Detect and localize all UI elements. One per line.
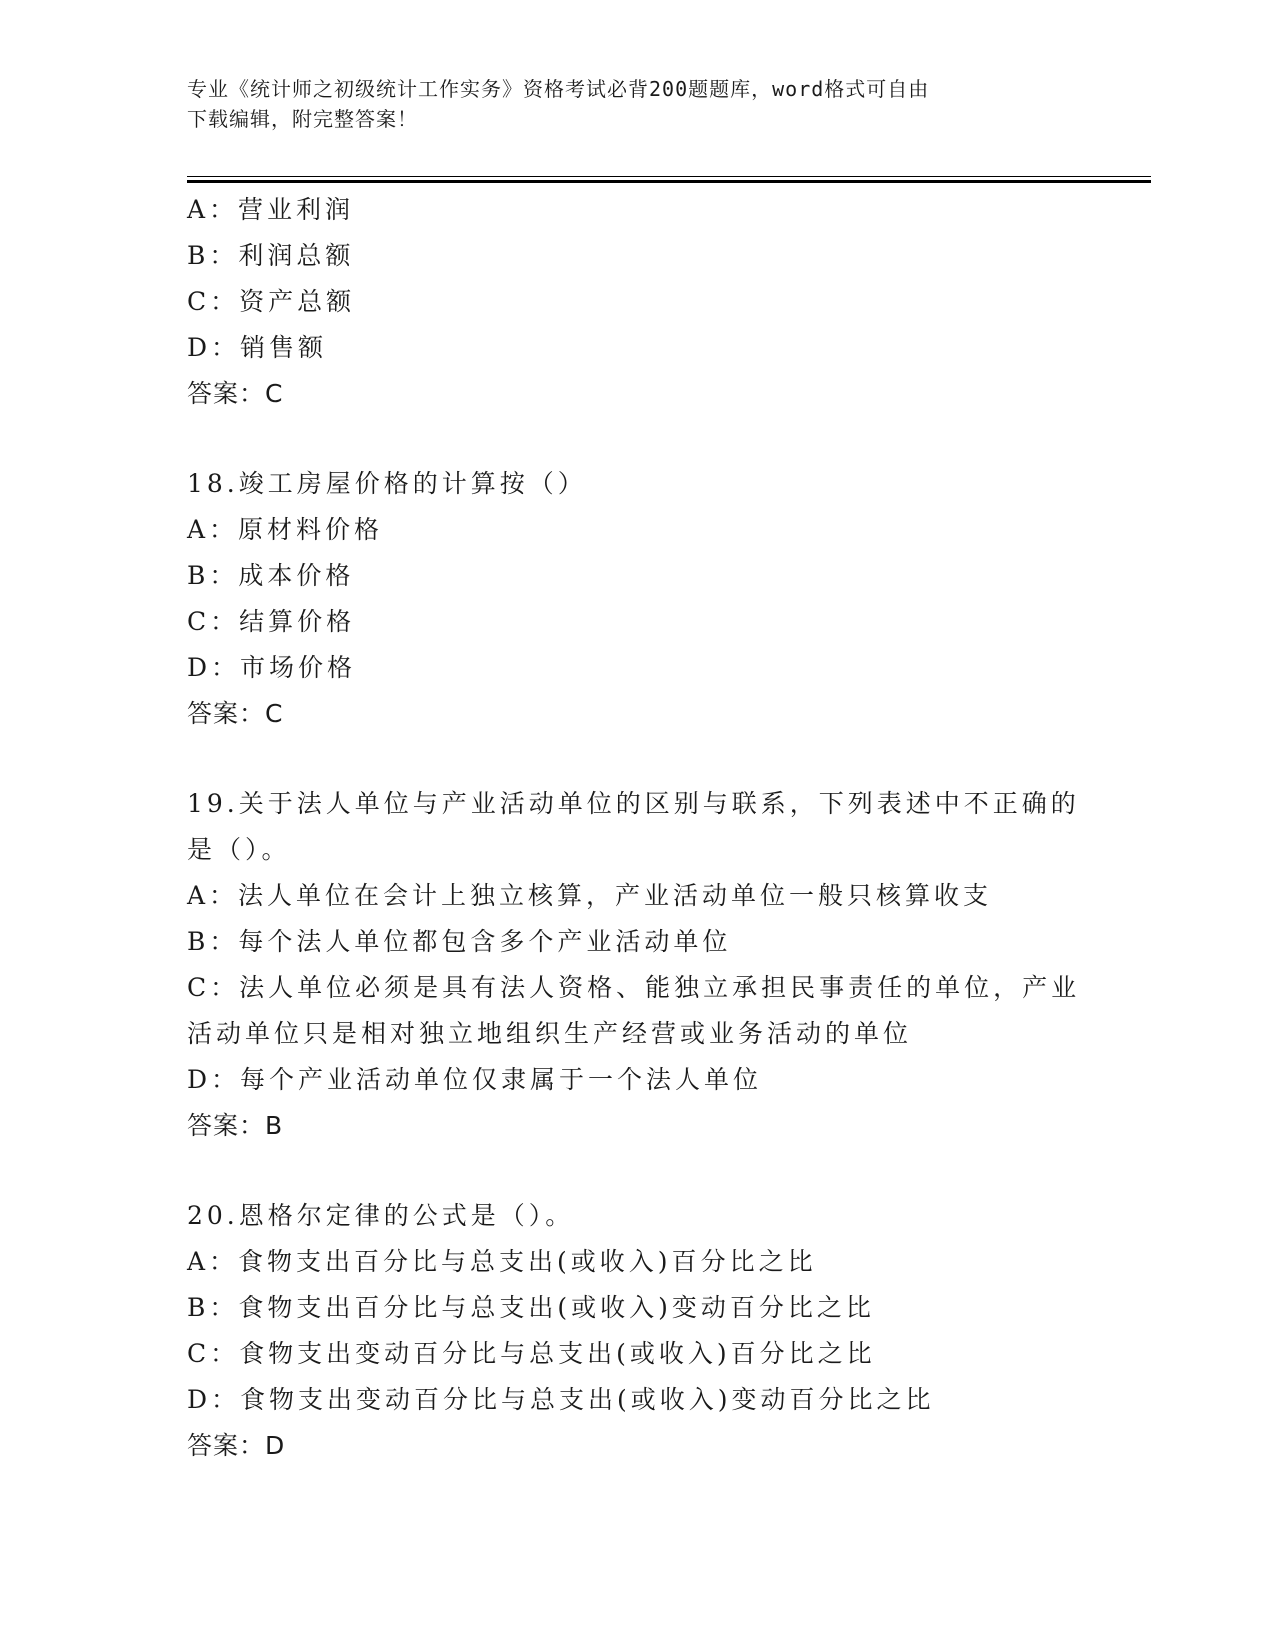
option-b: B：食物支出百分比与总支出(或收入)变动百分比之比 <box>187 1293 875 1322</box>
option-b: B：每个法人单位都包含多个产业活动单位 <box>187 927 732 956</box>
option-d: D：销售额 <box>187 333 328 362</box>
spacer <box>187 1149 1087 1193</box>
question-20 <box>187 1193 1087 1469</box>
option-c: C：食物支出变动百分比与总支出(或收入)百分比之比 <box>187 1339 876 1368</box>
option-a: A：食物支出百分比与总支出(或收入)百分比之比 <box>187 1247 817 1276</box>
option-b: B：成本价格 <box>187 561 355 590</box>
question-18 <box>187 461 1087 737</box>
option-c-line-2: 活动单位只是相对独立地组织生产经营或业务活动的单位 <box>187 1019 913 1048</box>
option-c: C：资产总额 <box>187 287 356 316</box>
option-a: A：法人单位在会计上独立核算，产业活动单位一般只核算收支 <box>187 881 993 910</box>
option-c: C：结算价格 <box>187 607 356 636</box>
header-rule-thin <box>187 176 1151 177</box>
question-stem: 20.恩格尔定律的公式是（）。 <box>187 1201 575 1230</box>
document-header <box>187 74 1067 134</box>
option-d: D：市场价格 <box>187 653 357 682</box>
option-a: A：营业利润 <box>187 195 355 224</box>
answer-line: 答案：D <box>187 1431 286 1460</box>
question-19 <box>187 781 1087 1149</box>
answer-line: 答案：C <box>187 699 284 728</box>
answer-line: 答案：C <box>187 379 284 408</box>
answer-line: 答案：B <box>187 1111 284 1140</box>
spacer <box>187 417 1087 461</box>
question-stem: 18.竣工房屋价格的计算按（） <box>187 469 587 498</box>
spacer <box>187 737 1087 781</box>
option-d: D：食物支出变动百分比与总支出(或收入)变动百分比之比 <box>187 1385 935 1414</box>
header-line-2: 下载编辑，附完整答案！ <box>187 107 418 131</box>
option-c-line-1: C：法人单位必须是具有法人资格、能独立承担民事责任的单位，产业 <box>187 973 1081 1002</box>
option-a: A：原材料价格 <box>187 515 384 544</box>
header-line-1: 专业《统计师之初级统计工作实务》资格考试必背200题题库，word格式可自由 <box>187 77 930 101</box>
question-17 <box>187 187 1087 417</box>
option-d: D：每个产业活动单位仅隶属于一个法人单位 <box>187 1065 763 1094</box>
option-b: B：利润总额 <box>187 241 355 270</box>
question-list <box>187 187 1087 1469</box>
question-stem-line-1: 19.关于法人单位与产业活动单位的区别与联系，下列表述中不正确的 <box>187 789 1080 818</box>
header-rule-thick <box>187 180 1151 183</box>
question-stem-line-2: 是（）。 <box>187 835 291 864</box>
